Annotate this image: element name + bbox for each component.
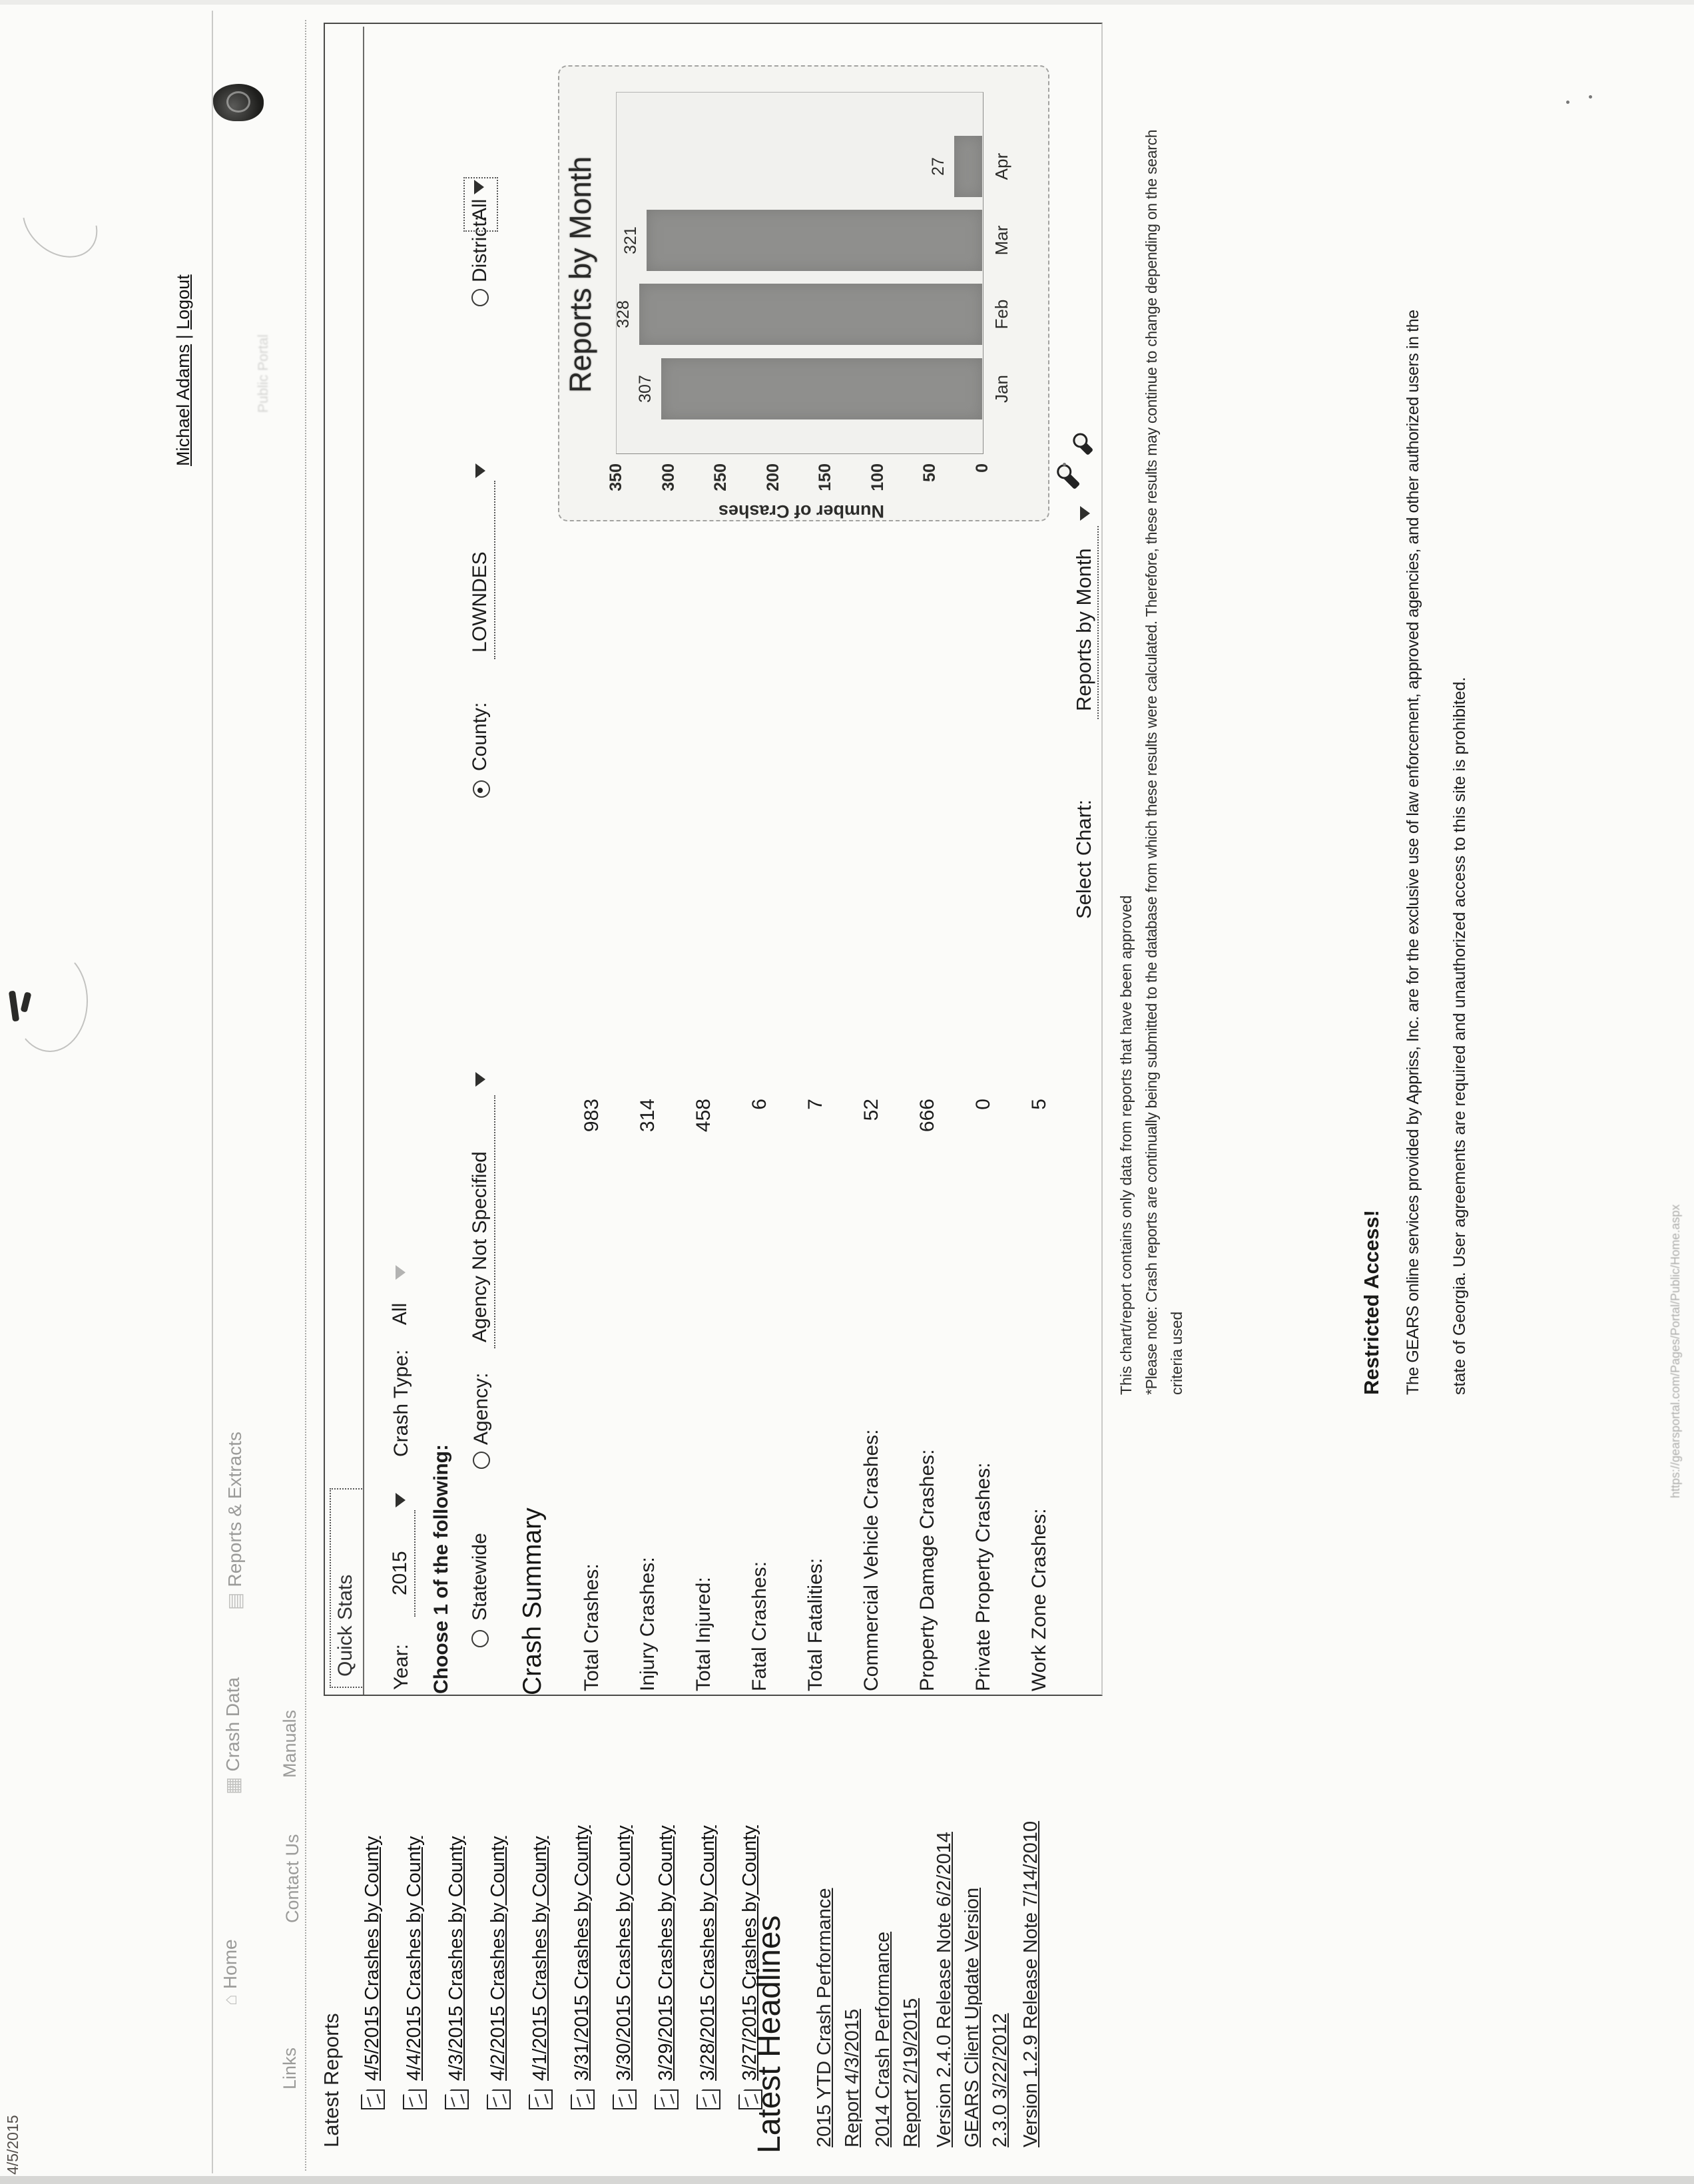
county-radio[interactable] (473, 780, 490, 798)
nav-item-links[interactable]: Links (280, 2047, 300, 2089)
agency-radio[interactable] (473, 1452, 490, 1469)
headline-link[interactable]: Version 1.2.9 Release Note 7/14/2010 (1020, 1820, 1041, 2147)
report-link[interactable]: 3/31/2015 Crashes by County (571, 1825, 593, 2081)
report-link[interactable]: 3/27/2015 Crashes by County (739, 1825, 760, 2081)
statewide-label: Statewide (469, 1533, 491, 1621)
footnote-line-1: This chart/report contains only data from reports that have been approved (1117, 895, 1135, 1395)
latest-headlines-heading: Latest Headlines (752, 1915, 787, 2153)
y-axis-tick-label: 100 (868, 463, 887, 491)
agency-select[interactable]: Agency Not Specified (469, 1151, 491, 1342)
scan-speck (1589, 95, 1592, 99)
crash-type-dropdown-arrow-icon[interactable] (396, 1265, 406, 1280)
summary-row-value: 314 (637, 1099, 659, 1133)
summary-row-value: 52 (860, 1099, 882, 1121)
nav-item-manuals[interactable]: Manuals (280, 1709, 300, 1778)
headline-link[interactable]: 2.3.0 3/22/2012 (989, 2013, 1011, 2147)
headline-link[interactable]: 2014 Crash Performance (872, 1932, 894, 2147)
header-faint-note: Public Portal (256, 334, 271, 413)
y-axis-tick-label: 300 (659, 463, 678, 491)
user-session-area (173, 274, 194, 466)
y-axis-tick-label: 0 (973, 463, 991, 473)
headline-link[interactable]: Report 4/3/2015 (842, 2009, 863, 2147)
summary-row-value: 983 (581, 1099, 603, 1133)
y-axis-tick-label: 350 (607, 463, 625, 491)
summary-row-label: Property Damage Crashes: (916, 1449, 938, 1691)
nav-item-home[interactable]: ⌂Home (220, 1939, 240, 2006)
y-axis-tick-label: 250 (711, 463, 730, 491)
bar-value-label: 321 (621, 226, 640, 254)
bar-value-label: 27 (928, 157, 948, 176)
report-doc-icon (403, 2089, 427, 2109)
bar-apr (954, 136, 982, 197)
summary-row-label: Fatal Crashes: (748, 1561, 770, 1691)
county-select-underline (494, 481, 495, 659)
nav-item-contact-us[interactable]: Contact Us (282, 1834, 302, 1923)
report-link[interactable]: 3/29/2015 Crashes by County (655, 1825, 677, 2081)
district-label: District: (469, 216, 491, 282)
report-doc-icon (697, 2089, 720, 2109)
year-select[interactable]: 2015 (389, 1551, 411, 1595)
crash-summary-heading: Crash Summary (518, 1507, 547, 1695)
scan-speck (1566, 101, 1569, 104)
select-chart-underline (1097, 526, 1099, 719)
summary-row-label: Work Zone Crashes: (1028, 1508, 1050, 1691)
print-footer-url: https://gearsportal.com/Pages/Portal/Public/Home.aspx (1669, 1204, 1682, 1498)
crash-type-select[interactable]: All (389, 1302, 411, 1325)
summary-row-label: Total Fatalities: (804, 1557, 826, 1691)
year-select-underline (414, 1510, 416, 1617)
select-chart-label: Select Chart: (1072, 799, 1095, 919)
quick-stats-tab-label: Quick Stats (334, 1574, 356, 1677)
headline-link[interactable]: GEARS Client Update Version (962, 1887, 983, 2147)
x-axis-tick-label: Apr (991, 152, 1011, 180)
statewide-radio[interactable] (471, 1630, 489, 1647)
bar-jan (661, 358, 982, 419)
agency-dropdown-arrow-icon[interactable] (475, 1072, 485, 1087)
user-name-link[interactable]: Michael Adams (173, 344, 193, 466)
x-axis-tick-label: Feb (991, 299, 1011, 330)
agency-select-underline (494, 1095, 495, 1348)
header-divider (212, 11, 213, 2173)
report-link[interactable]: 3/30/2015 Crashes by County (613, 1825, 635, 2081)
pencil-arc-artifact (8, 171, 111, 272)
latest-reports-heading: Latest Reports (320, 2013, 343, 2147)
report-link[interactable]: 4/2/2015 Crashes by County (487, 1836, 509, 2081)
report-link[interactable]: 4/5/2015 Crashes by County (362, 1836, 383, 2081)
logout-link[interactable]: Logout (173, 274, 193, 330)
home-icon: ⌂ (220, 1994, 240, 2006)
bar-feb (639, 284, 982, 345)
report-link[interactable]: 4/3/2015 Crashes by County (445, 1836, 467, 2081)
nav-item-reports-extracts[interactable]: ▤Reports & Extracts (224, 1432, 245, 1610)
summary-row-value: 7 (804, 1099, 826, 1110)
nav-divider (305, 20, 306, 2171)
select-chart-dropdown-arrow-icon[interactable] (1080, 506, 1090, 521)
nav-item-crash-data[interactable]: ▦Crash Data (222, 1677, 243, 1794)
x-axis-tick-label: Mar (991, 225, 1011, 256)
district-radio[interactable] (471, 289, 489, 306)
pencil-arc-artifact (12, 950, 88, 1052)
footnote-line-2: *Please note: Crash reports are continually being submitted to the database from which these results were calculated. Therefore, these results may continue to change depending on the search (1143, 129, 1160, 1395)
summary-row-label: Total Injured: (693, 1577, 714, 1691)
select-chart-select[interactable]: Reports by Month (1072, 548, 1095, 711)
scan-speck (1063, 463, 1066, 466)
county-select[interactable]: LOWNDES (469, 551, 491, 653)
quick-stats-tabbar-border (363, 27, 364, 1695)
y-axis-tick-label: 150 (816, 463, 835, 491)
gears-logo (213, 84, 264, 121)
scan-edge-artifact-bottom (0, 2176, 1694, 2184)
y-axis-tick-label: 50 (920, 463, 940, 482)
report-doc-icon (361, 2089, 385, 2109)
summary-row-value: 666 (916, 1099, 938, 1133)
summary-row-label: Commercial Vehicle Crashes: (860, 1429, 882, 1691)
summary-row-label: Injury Crashes: (637, 1557, 659, 1691)
restricted-access-heading: Restricted Access! (1360, 1210, 1383, 1395)
report-doc-icon (613, 2089, 637, 2109)
reports-icon: ▤ (224, 1592, 245, 1610)
restricted-access-line-1: The GEARS online services provided by Appriss, Inc. are for the exclusive use of law enforcement, approved agencies, and other authorized users in the (1404, 310, 1422, 1395)
county-label: County: (469, 702, 491, 771)
restricted-access-line-2: state of Georgia. User agreements are required and unauthorized access to this site is prohibited. (1450, 677, 1469, 1395)
summary-row-label: Private Property Crashes: (972, 1462, 994, 1691)
district-dropdown-arrow-icon[interactable] (474, 180, 484, 194)
footnote-line-3: criteria used (1168, 1311, 1185, 1395)
summary-row-label: Total Crashes: (581, 1563, 603, 1691)
agency-label: Agency: (470, 1372, 492, 1445)
headline-link[interactable]: Version 2.4.0 Release Note 6/2/2014 (934, 1832, 955, 2147)
report-link[interactable]: 3/28/2015 Crashes by County (697, 1825, 718, 2081)
headline-link[interactable]: Report 2/19/2015 (900, 1998, 922, 2147)
crash-type-label: Crash Type: (390, 1349, 412, 1457)
chart-title: Reports by Month (563, 156, 597, 393)
county-dropdown-arrow-icon[interactable] (475, 463, 485, 478)
bar-mar (647, 210, 982, 271)
summary-row-value: 0 (972, 1099, 994, 1110)
print-header-date: 4/5/2015 (4, 2115, 21, 2175)
report-doc-icon (487, 2089, 511, 2109)
summary-row-value: 5 (1028, 1099, 1050, 1110)
bar-value-label: 328 (613, 300, 633, 328)
summary-row-value: 6 (748, 1099, 770, 1110)
crash-data-icon: ▦ (222, 1776, 243, 1794)
headline-link[interactable]: 2015 YTD Crash Performance (814, 1888, 835, 2147)
report-doc-icon (655, 2089, 679, 2109)
x-axis-tick-label: Jan (991, 375, 1011, 403)
district-select-value: All (469, 198, 491, 221)
report-link[interactable]: 4/1/2015 Crashes by County (529, 1836, 551, 2081)
choose-one-label: Choose 1 of the following: (430, 1444, 452, 1694)
chart-y-axis-label: Number of Crashes (718, 501, 885, 521)
summary-row-value: 458 (693, 1099, 714, 1133)
y-axis-tick-label: 200 (763, 463, 782, 491)
year-dropdown-arrow-icon[interactable] (396, 1493, 406, 1507)
report-doc-icon (529, 2089, 553, 2109)
report-doc-icon (571, 2089, 595, 2109)
separator: | (173, 334, 193, 340)
year-label: Year: (390, 1644, 412, 1690)
report-doc-icon (445, 2089, 469, 2109)
report-link[interactable]: 4/4/2015 Crashes by County (404, 1836, 425, 2081)
bar-value-label: 307 (635, 375, 655, 403)
